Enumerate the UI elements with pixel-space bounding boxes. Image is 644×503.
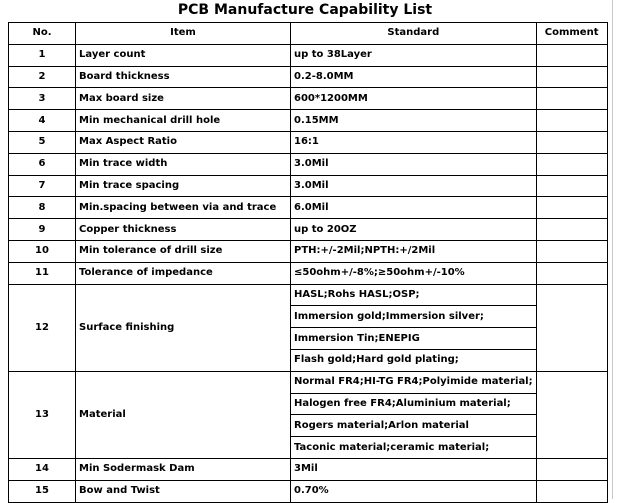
- row-item: Min trace width: [76, 153, 291, 175]
- row-comment: [536, 88, 607, 110]
- row-item: Max Aspect Ratio: [76, 131, 291, 153]
- table-body: [9, 44, 608, 502]
- table-row: [9, 175, 608, 197]
- table-row: [9, 153, 608, 175]
- table-row: [9, 44, 608, 66]
- row-standard: up to 20OZ: [291, 219, 537, 241]
- row-number: 10: [9, 240, 76, 262]
- row-standard: HASL;Rohs HASL;OSP;: [291, 284, 537, 306]
- header-comment: Comment: [536, 23, 607, 45]
- row-number: 6: [9, 153, 76, 175]
- header-no: No.: [9, 23, 76, 45]
- table-row: [9, 110, 608, 132]
- row-standard: 6.0Mil: [291, 197, 537, 219]
- table-row: [9, 240, 608, 262]
- row-comment: [536, 66, 607, 88]
- table-row: [9, 219, 608, 241]
- table-row: [9, 131, 608, 153]
- header-item: Item: [76, 23, 291, 45]
- row-standard: Normal FR4;HI-TG FR4;Polyimide material;: [291, 371, 537, 393]
- row-comment: [536, 371, 607, 458]
- row-comment: [536, 284, 607, 371]
- row-number: 1: [9, 44, 76, 66]
- page-title: PCB Manufacture Capability List: [177, 2, 433, 18]
- row-standard: 3.0Mil: [291, 153, 537, 175]
- row-number: 7: [9, 175, 76, 197]
- table-row: [9, 458, 608, 480]
- header-standard: Standard: [291, 23, 537, 45]
- row-comment: [536, 131, 607, 153]
- row-standard: 0.15MM: [291, 110, 537, 132]
- row-standard: Rogers material;Arlon material: [291, 415, 537, 437]
- row-item: Min Sodermask Dam: [76, 458, 291, 480]
- row-item: Bow and Twist: [76, 480, 291, 502]
- row-number: 15: [9, 480, 76, 502]
- row-standard: 3.0Mil: [291, 175, 537, 197]
- row-comment: [536, 219, 607, 241]
- row-item: Tolerance of impedance: [76, 262, 291, 284]
- row-number: 5: [9, 131, 76, 153]
- row-standard: Immersion gold;Immersion silver;: [291, 306, 537, 328]
- row-item: Board thickness: [76, 66, 291, 88]
- table-row: [9, 88, 608, 110]
- row-item: Min.spacing between via and trace: [76, 197, 291, 219]
- row-standard: Halogen free FR4;Aluminium material;: [291, 393, 537, 415]
- row-standard: 600*1200MM: [291, 88, 537, 110]
- row-comment: [536, 458, 607, 480]
- row-standard: 16:1: [291, 131, 537, 153]
- row-standard: 0.70%: [291, 480, 537, 502]
- header-row: [9, 23, 608, 45]
- row-standard: Flash gold;Hard gold plating;: [291, 349, 537, 371]
- table-row: [9, 284, 608, 306]
- row-item: Min tolerance of drill size: [76, 240, 291, 262]
- row-comment: [536, 240, 607, 262]
- row-number: 3: [9, 88, 76, 110]
- row-number: 13: [9, 371, 76, 458]
- row-standard: Taconic material;ceramic material;: [291, 437, 537, 459]
- row-comment: [536, 175, 607, 197]
- capability-table: [8, 22, 608, 503]
- row-item: Layer count: [76, 44, 291, 66]
- row-item: Min mechanical drill hole: [76, 110, 291, 132]
- row-item: Copper thickness: [76, 219, 291, 241]
- table-row: [9, 371, 608, 393]
- row-comment: [536, 262, 607, 284]
- row-comment: [536, 110, 607, 132]
- row-item: Min trace spacing: [76, 175, 291, 197]
- row-standard: Immersion Tin;ENEPIG: [291, 328, 537, 350]
- row-item: Max board size: [76, 88, 291, 110]
- row-comment: [536, 153, 607, 175]
- row-number: 14: [9, 458, 76, 480]
- row-number: 9: [9, 219, 76, 241]
- table-row: [9, 66, 608, 88]
- row-item: Material: [76, 371, 291, 458]
- row-standard: 3Mil: [291, 458, 537, 480]
- row-number: 4: [9, 110, 76, 132]
- table-row: [9, 262, 608, 284]
- page-edge: [612, 0, 644, 499]
- row-number: 12: [9, 284, 76, 371]
- row-item: Surface finishing: [76, 284, 291, 371]
- row-number: 2: [9, 66, 76, 88]
- row-number: 11: [9, 262, 76, 284]
- table-row: [9, 197, 608, 219]
- row-comment: [536, 44, 607, 66]
- row-standard: up to 38Layer: [291, 44, 537, 66]
- row-standard: PTH:+/-2Mil;NPTH:+/2Mil: [291, 240, 537, 262]
- row-number: 8: [9, 197, 76, 219]
- row-comment: [536, 197, 607, 219]
- row-standard: 0.2-8.0MM: [291, 66, 537, 88]
- row-standard: ≤50ohm+/-8%;≥50ohm+/-10%: [291, 262, 537, 284]
